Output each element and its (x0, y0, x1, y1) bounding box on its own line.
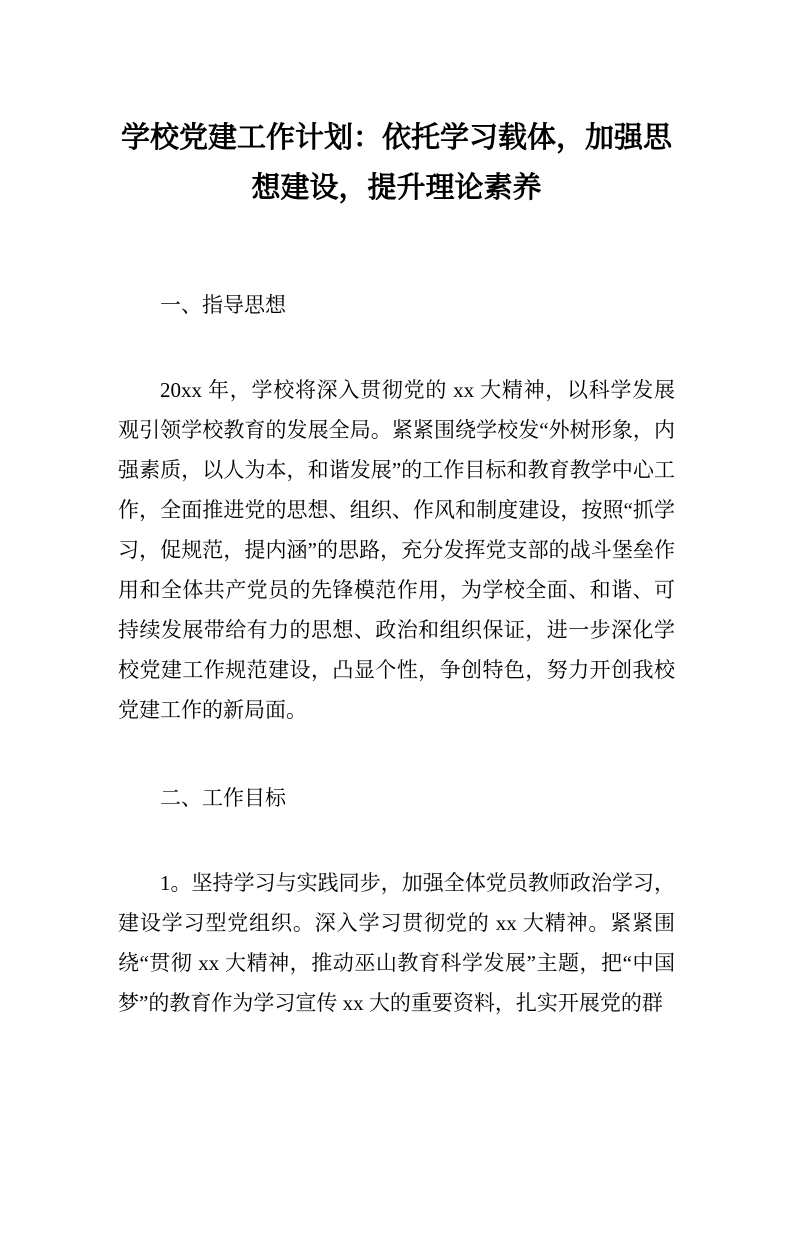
document-title: 学校党建工作计划：依托学习载体，加强思想建设，提升理论素养 (120, 122, 672, 204)
section-heading-guiding-ideology: 一、指导思想 (160, 293, 286, 317)
paragraph-guiding-ideology: 20xx 年，学校将深入贯彻党的 xx 大精神，以科学发展观引领学校教育的发展全局。紧紧围绕学校发“外树形象，内强素质，以人为本，和谐发展”的工作目标和教育教学中心工作，全面推进党的思想、组织、作风和制度建设，按照“抓学习，促规范，提内涵”的思路，充分发挥党支部的战斗堡垒作用和全体共产党员的先锋模范作用，为学校全面、和谐、可持续发展带给有力的思想、政治和组织保证，进一步深化学校党建工作规范建设，凸显个性，争创特色，努力开创我校党建工作的新局面。 (118, 378, 675, 722)
document-page (0, 113, 793, 1235)
section-heading-work-goals: 二、工作目标 (160, 786, 286, 810)
paragraph-work-goals: 1。坚持学习与实践同步，加强全体党员教师政治学习，建设学习型党组织。深入学习贯彻党的 xx 大精神。紧紧围绕“贯彻 xx 大精神，推动巫山教育科学发展”主题，把“中国梦”的教育作为学习宣传 xx 大的重要资料，扎实开展党的群 (118, 871, 675, 1015)
